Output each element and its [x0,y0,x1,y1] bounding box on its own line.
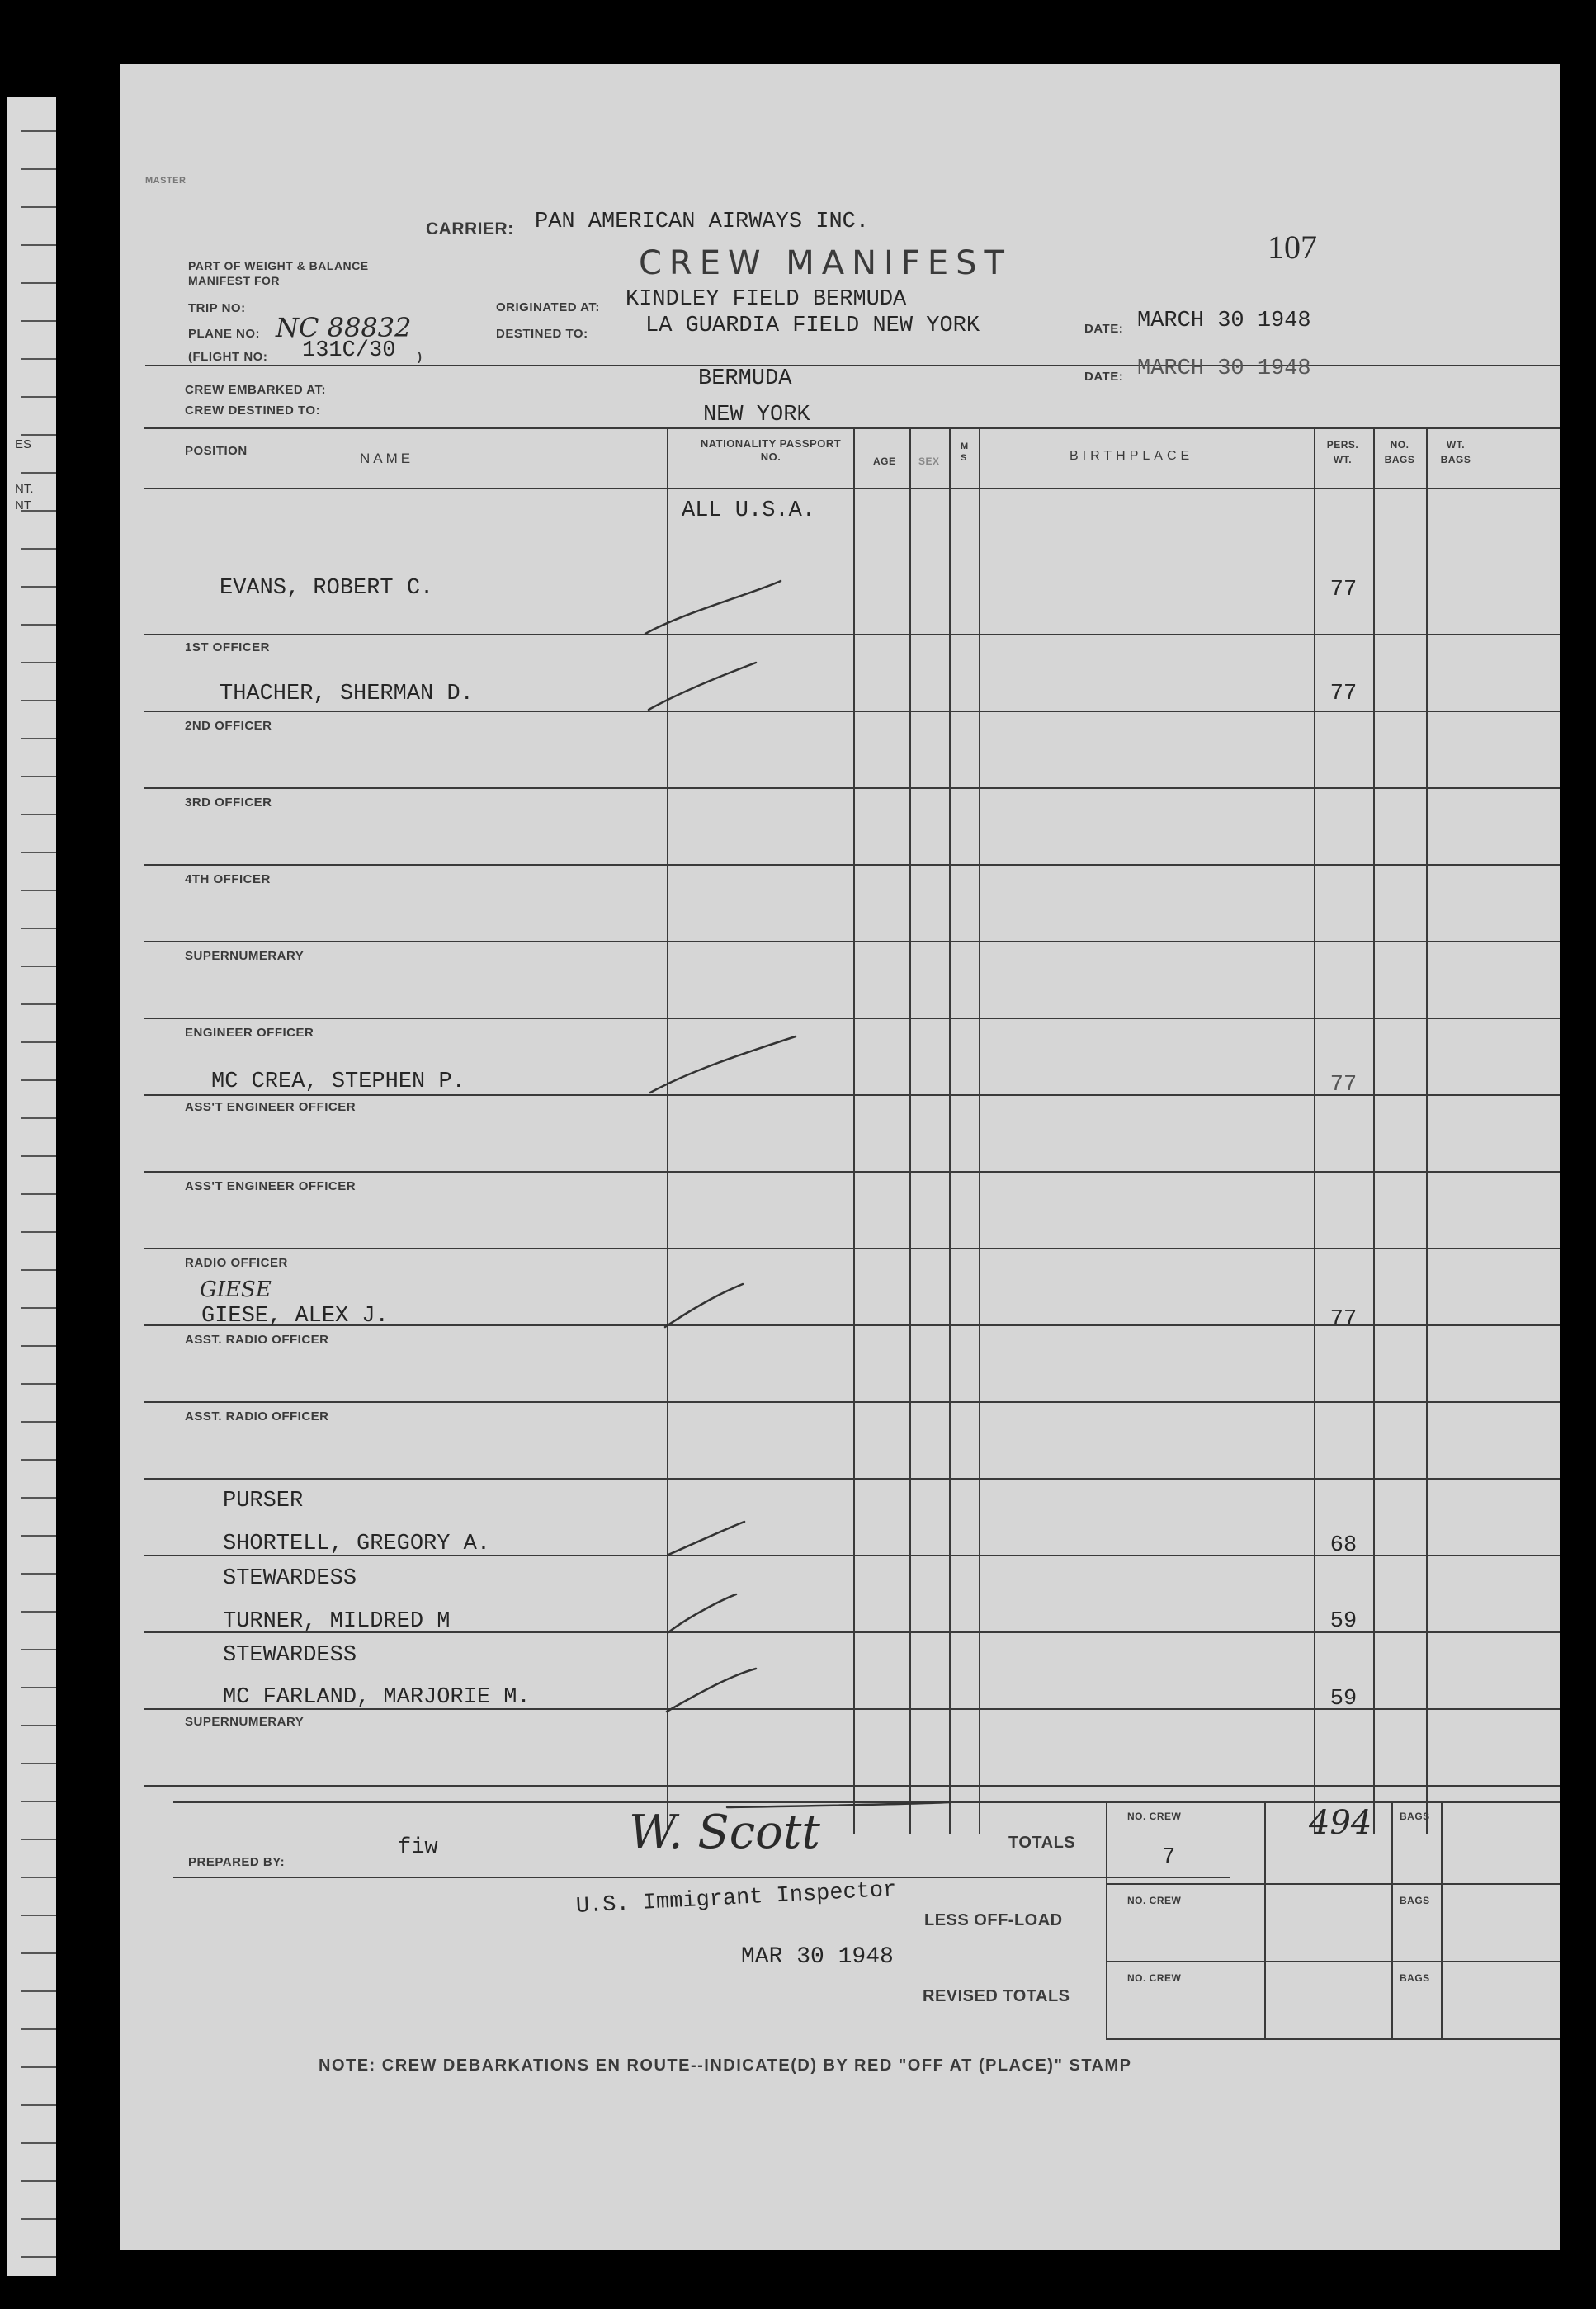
position-label: ASS'T ENGINEER OFFICER [185,1179,357,1193]
strip-fragment: ES [15,437,32,451]
manifest-for-label: MANIFEST FOR [188,274,280,287]
strip-tick [21,814,56,815]
strip-tick [21,1003,56,1005]
strip-tick [21,1497,56,1499]
strip-tick [21,2180,56,2182]
strip-tick [21,700,56,701]
strip-tick [21,244,56,246]
embarked-label: CREW EMBARKED AT: [185,383,326,397]
embarked-value: BERMUDA [698,366,792,391]
trip-label: TRIP NO: [188,301,246,315]
strip-tick [21,1459,56,1461]
totals-label: TOTALS [1008,1834,1076,1852]
strip-tick [21,966,56,967]
total-weight: 494 [1309,1804,1372,1842]
strip-tick [21,396,56,398]
strip-tick [21,1155,56,1157]
col-age: AGE [873,456,896,467]
strip-tick [21,1041,56,1043]
strip-tick [21,434,56,436]
strip-tick [21,852,56,853]
strip-tick [21,2256,56,2258]
left-adjacent-page-strip [7,97,56,2276]
strip-tick [21,130,56,132]
less-offload-label: LESS OFF-LOAD [924,1911,1063,1929]
position-label: 3RD OFFICER [185,796,272,810]
strip-tick [21,1079,56,1081]
flight-close: ) [418,350,423,364]
strip-tick [21,1573,56,1575]
crew-destined-value: NEW YORK [703,403,810,427]
position-typed: PURSER [223,1489,304,1513]
handwritten-check-marks [120,64,1560,2250]
strip-tick [21,1990,56,1992]
no-crew-label: NO. CREW [1127,1895,1182,1906]
carrier-label: CARRIER: [426,220,514,238]
carrier-value: PAN AMERICAN AIRWAYS INC. [535,210,870,234]
strip-tick [21,320,56,322]
document-title: CREW MANIFEST [639,244,1012,282]
strip-tick [21,776,56,777]
col-nationality: NATIONALITY PASSPORT NO. [700,437,842,463]
no-crew-label: NO. CREW [1127,1972,1182,1984]
page-number: 107 [1268,229,1317,266]
position-label: ASST. RADIO OFFICER [185,1333,329,1347]
strip-tick [21,662,56,663]
originated-value: KINDLEY FIELD BERMUDA [626,287,907,312]
strip-tick [21,2028,56,2030]
position-label: ASS'T ENGINEER OFFICER [185,1100,357,1114]
position-label: 2ND OFFICER [185,719,272,733]
strip-tick [21,1345,56,1347]
strip-tick [21,1535,56,1537]
col-wt-bags: WT. BAGS [1440,439,1471,465]
col-birthplace: BIRTHPLACE [1070,449,1194,463]
strip-tick [21,928,56,929]
inspection-date-stamp: MAR 30 1948 [741,1944,894,1970]
bags-label: BAGS [1400,1972,1430,1984]
position-label: ASST. RADIO OFFICER [185,1409,329,1424]
crew-weight: 59 [1329,1609,1358,1634]
flight-number: 131C/30 [302,338,396,363]
crew-weight: 68 [1329,1533,1358,1558]
strip-tick [21,1193,56,1195]
plane-number: NC 88832 [276,312,412,343]
strip-tick [21,890,56,891]
strip-tick [21,2104,56,2106]
strip-tick [21,282,56,284]
position-typed: STEWARDESS [223,1643,357,1668]
position-label: SUPERNUMERARY [185,949,305,963]
revised-totals-label: REVISED TOTALS [923,1987,1070,2005]
prepared-by-initials: fiw [398,1835,438,1860]
bags-label: BAGS [1400,1895,1430,1906]
crew-name: MC FARLAND, MARJORIE M. [223,1685,531,1710]
handwritten-correction: GIESE [200,1277,272,1302]
crew-name: TURNER, MILDRED M [223,1609,451,1634]
col-name: NAME [360,451,414,466]
strip-tick [21,206,56,208]
date-value: MARCH 30 1948 [1137,309,1311,333]
crew-name: SHORTELL, GREGORY A. [223,1532,491,1556]
footer-note: NOTE: CREW DEBARKATIONS EN ROUTE--INDICATE(D) BY RED "OFF AT (PLACE)" STAMP [319,2056,1132,2075]
inspector-signature: W. Scott [629,1806,820,1859]
col-position: POSITION [185,444,248,458]
crew-destined-label: CREW DESTINED TO: [185,404,321,418]
prepared-by-label: PREPARED BY: [188,1855,286,1869]
date-label: DATE: [1084,322,1124,336]
position-label: 1ST OFFICER [185,640,271,654]
position-label: ENGINEER OFFICER [185,1026,314,1040]
strip-tick [21,586,56,588]
crew-weight: 77 [1329,1073,1358,1098]
strip-tick [21,1307,56,1309]
strip-tick [21,1231,56,1233]
strip-tick [21,1725,56,1726]
position-label: RADIO OFFICER [185,1256,288,1270]
crew-weight: 77 [1329,682,1358,706]
inspector-title: U.S. Immigrant Inspector [575,1877,898,1919]
strip-tick [21,1915,56,1916]
strip-tick [21,1421,56,1423]
crew-weight: 77 [1329,578,1358,602]
position-label: SUPERNUMERARY [185,1715,305,1729]
crew-name: EVANS, ROBERT C. [220,576,434,601]
strip-tick [21,548,56,550]
strip-tick [21,1269,56,1271]
strip-tick [21,2066,56,2068]
strip-tick [21,1877,56,1878]
strip-tick [21,472,56,474]
crew-name: THACHER, SHERMAN D. [220,682,474,706]
strip-tick [21,168,56,170]
strip-tick [21,2142,56,2144]
crew-name: MC CREA, STEPHEN P. [211,1070,465,1094]
strip-tick [21,1649,56,1650]
strip-tick [21,1687,56,1688]
strip-fragment: NT. [15,482,34,496]
strip-tick [21,624,56,626]
col-no-bags: NO. BAGS [1384,439,1415,465]
strip-tick [21,1763,56,1764]
strip-tick [21,510,56,512]
plane-label: PLANE NO: [188,327,260,341]
position-typed: STEWARDESS [223,1566,357,1591]
flight-label: (FLIGHT NO: [188,350,268,364]
date-label-2: DATE: [1084,370,1124,384]
col-marital-status: M S [961,441,969,463]
strip-tick [21,358,56,360]
crew-name: GIESE, ALEX J. [201,1304,389,1329]
strip-tick [21,738,56,739]
crew-weight: 59 [1329,1687,1358,1712]
crew-weight: 77 [1329,1307,1358,1332]
date-value-2: MARCH 30 1948 [1137,357,1311,381]
col-sex: SEX [918,456,940,467]
master-stamp: MASTER [145,176,187,186]
strip-tick [21,1801,56,1802]
strip-fragment: NT [15,498,31,512]
destined-value: LA GUARDIA FIELD NEW YORK [645,314,980,338]
strip-tick [21,1952,56,1954]
originated-label: ORIGINATED AT: [496,300,600,314]
total-crew: 7 [1162,1845,1176,1870]
strip-tick [21,1117,56,1119]
bags-label: BAGS [1400,1811,1430,1822]
position-label: 4TH OFFICER [185,872,271,886]
crew-manifest-document [120,64,1560,2250]
no-crew-label: NO. CREW [1127,1811,1182,1822]
nationality-all: ALL U.S.A. [682,498,816,523]
strip-tick [21,1383,56,1385]
part-of-label: PART OF WEIGHT & BALANCE [188,259,369,272]
strip-tick [21,1611,56,1613]
strip-tick [21,1839,56,1840]
strip-tick [21,2218,56,2220]
destined-label: DESTINED TO: [496,327,588,341]
col-pers-wt: PERS. WT. [1326,439,1359,465]
